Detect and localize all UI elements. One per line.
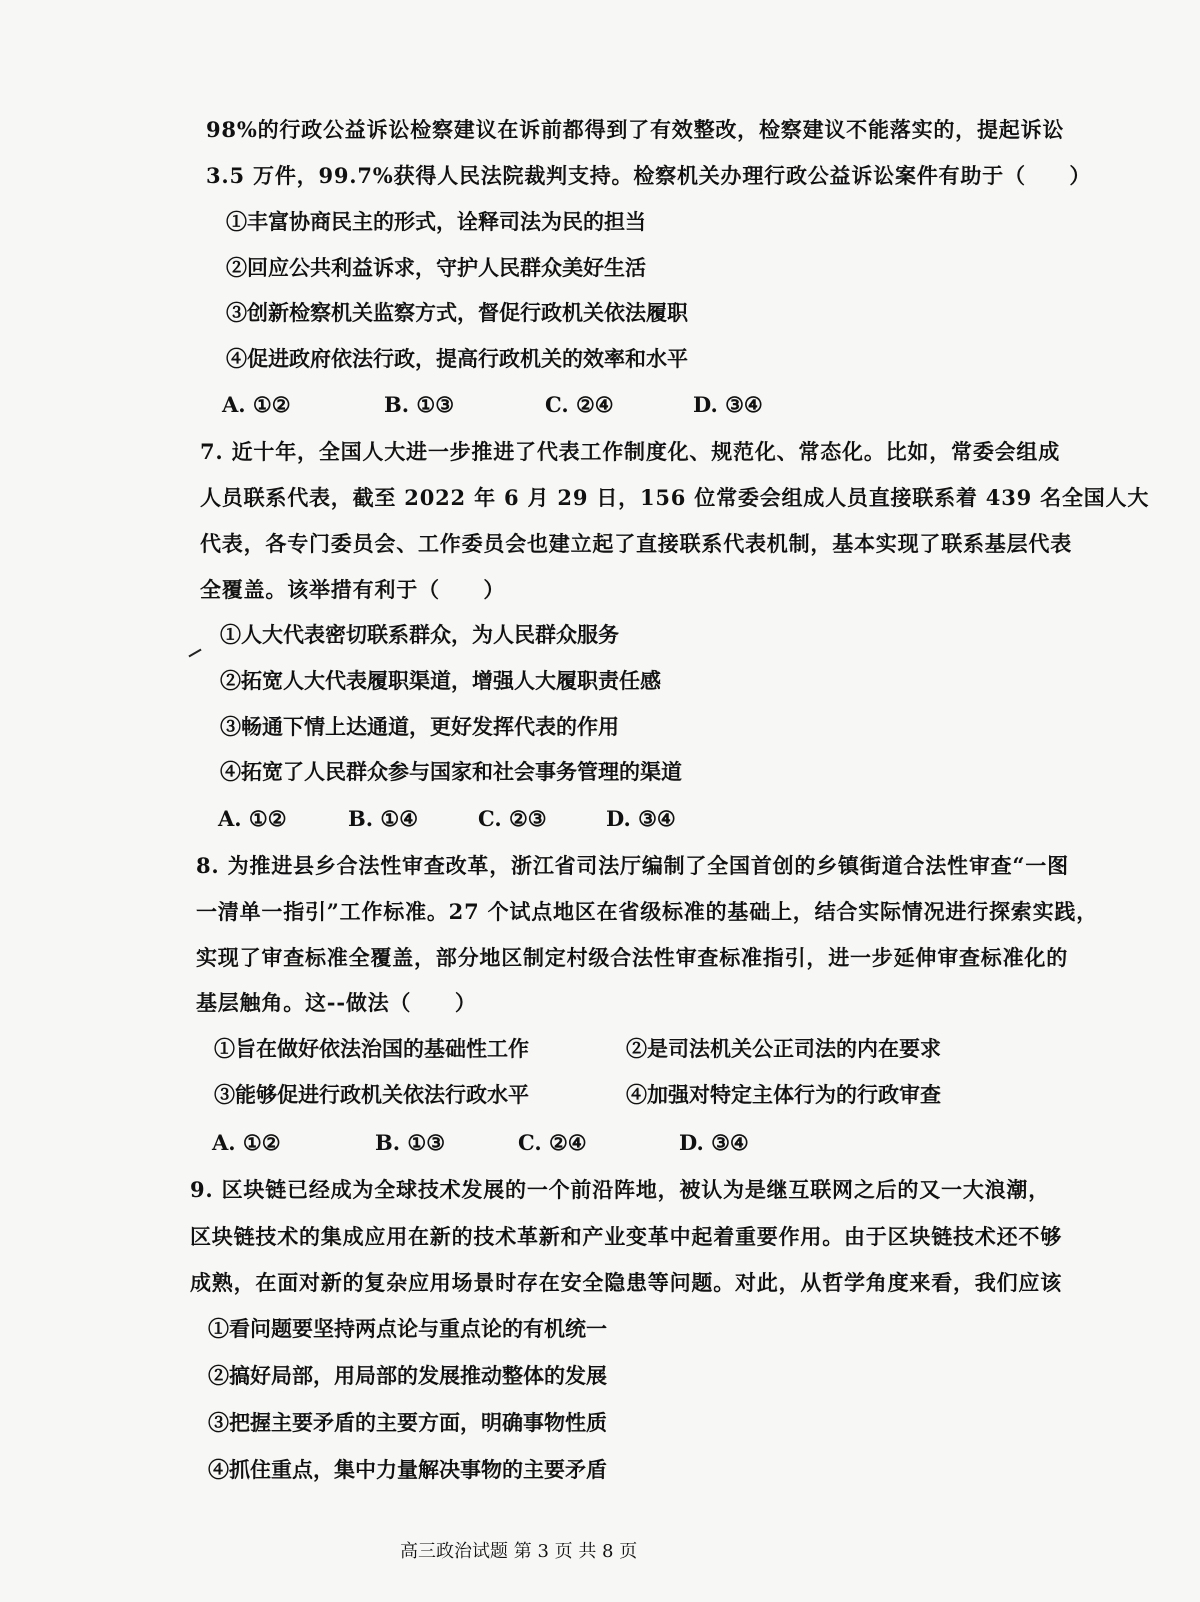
q8-choice-d: D. ③④ xyxy=(679,1130,749,1155)
q6-choice-d: D. ③④ xyxy=(693,392,763,417)
q7-stem-line-2: 人员联系代表，截至 2022 年 6 月 29 日，156 位常委会组成人员直接联系着 439 名全国人大 xyxy=(200,485,1150,510)
page-footer: 高三政治试题 第 3 页 共 8 页 xyxy=(400,1541,638,1562)
q6-option-1: ①丰富协商民主的形式，诠释司法为民的担当 xyxy=(226,209,646,234)
q6-choice-b: B. ①③ xyxy=(384,392,455,417)
q8-option-4: ④加强对特定主体行为的行政审查 xyxy=(626,1082,941,1107)
q8-stem-line-2: 一清单一指引”工作标准。27 个试点地区在省级标准的基础上，结合实际情况进行探索实践， xyxy=(196,899,1099,924)
q6-stem-line-2: 3.5 万件，99.7%获得人民法院裁判支持。检察机关办理行政公益诉讼案件有助于（ ） xyxy=(206,163,1092,188)
q8-choice-c: C. ②④ xyxy=(518,1130,587,1155)
q8-stem-line-1: 8. 为推进县乡合法性审查改革，浙江省司法厅编制了全国首创的乡镇街道合法性审查“一图 xyxy=(196,853,1069,878)
q7-stem-line-3: 代表，各专门委员会、工作委员会也建立起了直接联系代表机制，基本实现了联系基层代表 xyxy=(200,531,1072,556)
q6-choice-a: A. ①② xyxy=(222,392,291,417)
q6-option-3: ③创新检察机关监察方式，督促行政机关依法履职 xyxy=(226,300,688,325)
q9-stem-line-2: 区块链技术的集成应用在新的技术革新和产业变革中起着重要作用。由于区块链技术还不够 xyxy=(190,1224,1062,1249)
q9-stem-line-1: 9. 区块链已经成为全球技术发展的一个前沿阵地，被认为是继互联网之后的又一大浪潮， xyxy=(190,1177,1051,1202)
q8-choice-a: A. ①② xyxy=(212,1130,281,1155)
q7-choice-a: A. ①② xyxy=(218,806,287,831)
q9-option-3: ③把握主要矛盾的主要方面，明确事物性质 xyxy=(208,1410,607,1435)
q7-choice-d: D. ③④ xyxy=(606,806,676,831)
q7-option-4: ④拓宽了人民群众参与国家和社会事务管理的渠道 xyxy=(220,759,682,784)
q7-option-1: ①人大代表密切联系群众，为人民群众服务 xyxy=(220,622,619,647)
q7-choice-b: B. ①④ xyxy=(348,806,419,831)
q8-option-1: ①旨在做好依法治国的基础性工作 xyxy=(214,1036,529,1061)
q9-stem-line-3: 成熟，在面对新的复杂应用场景时存在安全隐患等问题。对此，从哲学角度来看，我们应该 xyxy=(190,1270,1062,1295)
q9-option-1: ①看问题要坚持两点论与重点论的有机统一 xyxy=(208,1316,607,1341)
q6-stem-line-1: 98%的行政公益诉讼检察建议在诉前都得到了有效整改，检察建议不能落实的，提起诉讼 xyxy=(206,117,1065,142)
stray-pen-mark xyxy=(188,649,201,658)
q8-choice-b: B. ①③ xyxy=(375,1130,446,1155)
q9-option-2: ②搞好局部，用局部的发展推动整体的发展 xyxy=(208,1363,607,1388)
q7-stem-line-1: 7. 近十年，全国人大进一步推进了代表工作制度化、规范化、常态化。比如，常委会组成 xyxy=(200,439,1061,464)
q7-option-3: ③畅通下情上达通道，更好发挥代表的作用 xyxy=(220,714,619,739)
q6-option-4: ④促进政府依法行政，提高行政机关的效率和水平 xyxy=(226,346,688,371)
q7-option-2: ②拓宽人大代表履职渠道，增强人大履职责任感 xyxy=(220,668,661,693)
q7-stem-line-4: 全覆盖。该举措有利于（ ） xyxy=(200,577,506,602)
q9-option-4: ④抓住重点，集中力量解决事物的主要矛盾 xyxy=(208,1457,607,1482)
q8-stem-line-3: 实现了审查标准全覆盖，部分地区制定村级合法性审查标准指引，进一步延伸审查标准化的 xyxy=(196,945,1068,970)
q6-option-2: ②回应公共利益诉求，守护人民群众美好生活 xyxy=(226,255,646,280)
q8-option-2: ②是司法机关公正司法的内在要求 xyxy=(626,1036,941,1061)
q8-stem-line-4: 基层触角。这--做法（ ） xyxy=(196,990,477,1015)
q6-choice-c: C. ②④ xyxy=(545,392,614,417)
q8-option-3: ③能够促进行政机关依法行政水平 xyxy=(214,1082,529,1107)
q7-choice-c: C. ②③ xyxy=(478,806,547,831)
